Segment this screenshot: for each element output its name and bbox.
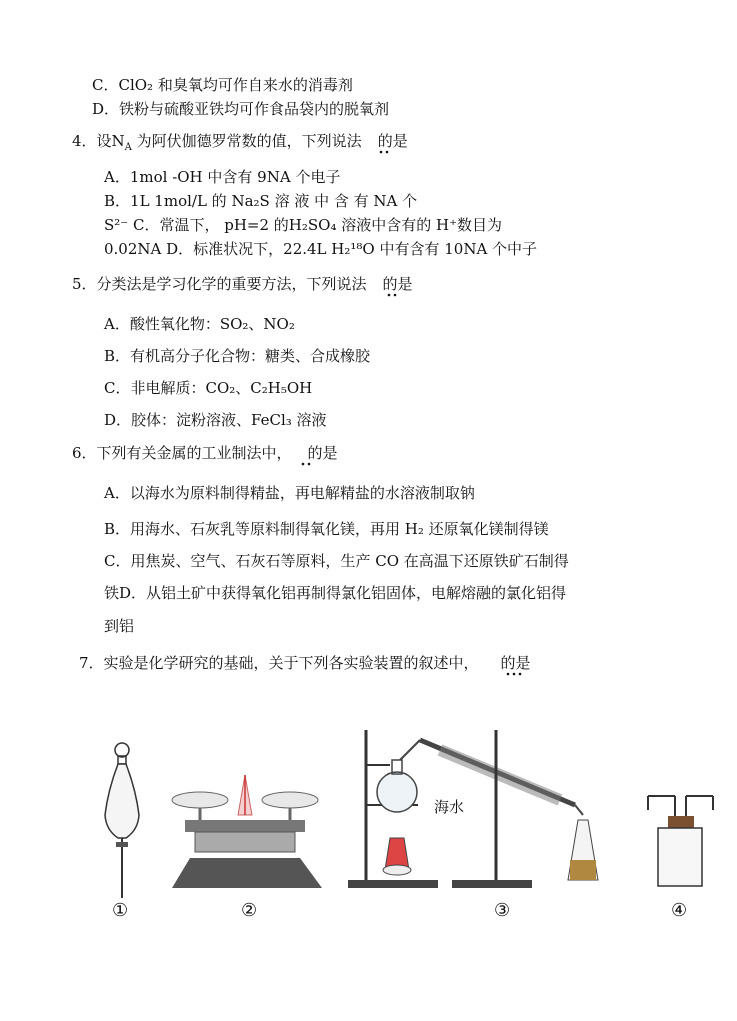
separatory-funnel-icon — [105, 743, 139, 898]
q5-option-c: C．非电解质：CO₂、C₂H₅OH — [104, 379, 313, 397]
q3-option-d: D．铁粉与硫酸亚铁均可作食品袋内的脱氧剂 — [92, 100, 390, 118]
apparatus-drawing — [0, 720, 737, 930]
q6-stem-part: 6．下列有关金属的工业制法中， — [72, 444, 292, 462]
apparatus-figure — [0, 720, 737, 930]
figure-label-4: ④ — [671, 900, 688, 921]
q6-option-b: B．用海水、石灰乳等原料制得氧化镁，再用 H₂ 还原氧化镁制得镁 — [104, 520, 549, 538]
q6-option-c: C．用焦炭、空气、石灰石等原料，生产 CO 在高温下还原铁矿石制得 — [104, 552, 569, 570]
q5-stem-part: 5．分类法是学习化学的重要方法，下列说法 — [72, 275, 367, 293]
q5-stem-end: 的是 — [382, 275, 413, 293]
q6-option-a: A．以海水为原料制得精盐，再电解精盐的水溶液制取钠 — [104, 484, 475, 502]
q4-option-c-d: 0.02NA D．标准状况下，22.4L H₂¹⁸O 中有含有 10NA 个中子 — [104, 240, 538, 258]
q4-stem-sub: A — [124, 142, 132, 153]
q6-option-d-cont: 到铝 — [104, 617, 135, 635]
q4-stem-part: 为阿伏伽德罗常数的值，下列说法 — [131, 132, 362, 150]
q6-stem-end: 的是 — [307, 444, 338, 462]
q5-option-d: D．胶体：淀粉溶液、FeCl₃ 溶液 — [104, 411, 327, 429]
figure-label-1: ① — [112, 900, 129, 921]
q4-stem-part: 4．设N — [72, 132, 125, 150]
q5-option-a: A．酸性氧化物：SO₂、NO₂ — [104, 315, 295, 333]
figure-label-3: ③ — [494, 900, 511, 921]
q7-stem-end: 的是 — [500, 654, 531, 672]
q4-stem-end: 的是 — [377, 132, 408, 150]
q7-stem-part: 7．实验是化学研究的基础，关于下列各实验装置的叙述中， — [79, 654, 479, 672]
q4-option-a: A．1mol -OH 中含有 9NA 个电子 — [104, 168, 341, 186]
gas-washing-bottle-icon — [648, 796, 713, 886]
q6-option-c-d: 铁D．从铝土矿中获得氧化铝再制得氯化铝固体，电解熔融的氯化铝得 — [104, 584, 567, 602]
distillation-apparatus-icon — [348, 730, 598, 888]
q4-option-b: B．1L 1mol/L 的 Na₂S 溶 液 中 含 有 NA 个 — [104, 192, 418, 210]
balance-icon — [172, 775, 322, 888]
q4-option-b-cont: S²⁻ C．常温下， pH=2 的H₂SO₄ 溶液中含有的 H⁺数目为 — [104, 216, 502, 234]
q3-option-c: C．ClO₂ 和臭氧均可作自来水的消毒剂 — [92, 76, 353, 94]
seawater-label: 海水 — [434, 798, 465, 816]
figure-label-2: ② — [241, 900, 258, 921]
q5-option-b: B．有机高分子化合物：糖类、合成橡胶 — [104, 347, 371, 365]
